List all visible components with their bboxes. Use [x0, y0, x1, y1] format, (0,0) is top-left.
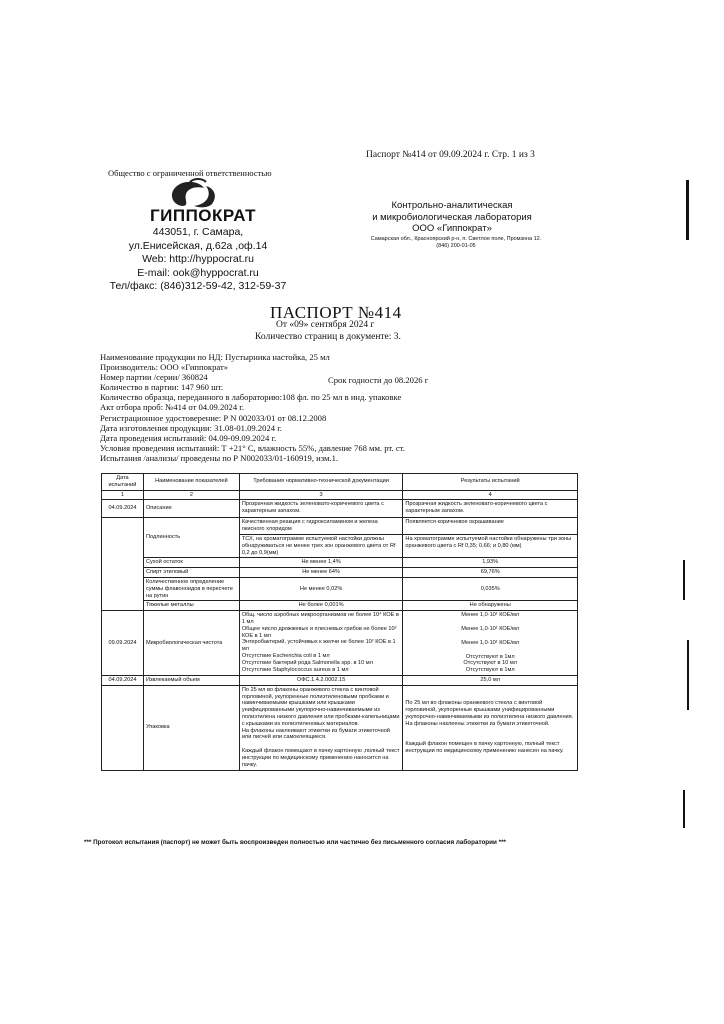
table-row — [102, 685, 578, 770]
micro-result: Менее 1,0·10¹ КОЕ/мл — [461, 625, 520, 632]
test-name: Спирт этиловый — [143, 568, 239, 578]
requirement: ТСХ, на хроматограмме испытуемой настойки должны обнаруживаться не менее трех зон оранжевого цвета от Rf 0,2 до 0,9(мм) — [239, 534, 403, 557]
field-registration: Регистрационное удостоверение: Р N 002033/01 от 08.12.2008 — [100, 412, 327, 423]
table-row — [102, 611, 578, 676]
test-date: 09.09.2024 — [102, 611, 144, 676]
test-name: Подлинность — [143, 518, 239, 558]
column-number: 3 — [239, 490, 403, 500]
requirement: Не менее 0,02% — [239, 577, 403, 600]
test-date: 04.09.2024 — [102, 500, 144, 518]
test-name: Извлекаемый объем — [143, 675, 239, 685]
requirement: ОФС.1.4.2.0002.15 — [239, 675, 403, 685]
micro-requirement: Общ. число аэробных микроорганизмов не более 10⁴ КОЕ в 1 мл — [241, 612, 399, 625]
column-number-row — [102, 490, 578, 500]
product-fields — [100, 352, 405, 463]
column-header: Требования нормативно-технической документации — [239, 474, 403, 491]
passport-reference: Паспорт №414 от 09.09.2024 г. Стр. 1 из 3 — [366, 150, 535, 160]
table-row — [102, 558, 578, 568]
test-name: Описание — [143, 500, 239, 518]
requirement: Не более 0,001% — [239, 601, 403, 611]
result: 25,0 мл — [403, 675, 578, 685]
document-title: ПАСПОРТ №414 — [270, 303, 402, 322]
company-address — [108, 226, 288, 294]
logo-text: ГИППОКРАТ — [150, 206, 257, 225]
address-city: 443051, г. Самара, — [152, 226, 244, 238]
test-name: Сухой остаток — [143, 558, 239, 568]
scan-edge-mark — [687, 640, 689, 710]
test-date — [102, 518, 144, 611]
scan-edge-mark — [683, 790, 685, 828]
table-row — [102, 577, 578, 600]
lab-name — [342, 200, 562, 235]
email-link[interactable]: E-mail: ook@hyppocrat.ru — [137, 266, 259, 279]
test-name: Микробиологическая чистота — [143, 611, 239, 676]
test-results-table — [101, 473, 578, 771]
website-link[interactable]: Web: http://hyppocrat.ru — [142, 253, 254, 265]
requirement: Не менее 1,4% — [239, 558, 403, 568]
package-requirement: На флаконы наклеивают этикетки из бумаги этикеточной или писчей или самоклеящиеся. — [241, 727, 390, 741]
result: Прозрачная жидкость зеленовато-коричневого цвета с характерным запахом. — [403, 500, 578, 518]
expiry-date: Срок годности до 08.2026 г — [328, 375, 429, 385]
lab-address-line: Самарская обл., Красноярский р-н, п. Светлое поле, Промзона 12. — [370, 236, 542, 242]
table-row — [102, 675, 578, 685]
package-requirement: По 25 мл во флаконы оранжевого стекла с винтовой горловиной, укупоренные полиэтиленовыми пробками и навинчиваемыми крышками или крышками унифицированными укупорочно-навинчиваемыми из полиэтилена низкого давления или пробками-капельницами с крышками из полиэтиленовых материалов. — [241, 686, 400, 727]
requirement: Качественная реакция с гидроксиламином и железа окисного хлоридом — [239, 518, 403, 535]
field-manufacture-date: Дата изготовления продукции: 31.08-01.09.2024 г. — [100, 422, 282, 433]
result — [403, 611, 578, 676]
lab-line-3: ООО «Гиппократ» — [412, 223, 492, 234]
micro-result: Отсутствуют в 1мл — [465, 653, 515, 660]
field-manufacturer: Производитель: ООО «Гиппократ» — [100, 362, 229, 373]
result: 69,76% — [403, 568, 578, 578]
column-number: 1 — [102, 490, 144, 500]
package-result: По 25 мл во флаконы оранжевого стекла с винтовой горловиной, укупоренные крышками унифицированными укупорочно-навинчиваемыми из полиэтилена низкого давления. На флаконы наклеены этикетки из бумаги этикеточной. — [405, 700, 574, 727]
scan-edge-mark — [683, 560, 685, 600]
column-number: 4 — [403, 490, 578, 500]
lab-address — [341, 236, 571, 250]
requirement: Не менее 64% — [239, 568, 403, 578]
package-result: Каждый флакон помещен в пачку картонную, полный текст инструкции по медицинскому применению нанесен на пачку. — [405, 741, 564, 755]
lab-phone: (846) 200-01-05 — [436, 243, 476, 249]
hippocrates-logo — [160, 176, 240, 210]
micro-requirement: Энтеробактерий, устойчивых к желчи не более 10² КОЕ в 1 мл — [241, 639, 396, 653]
result: На хроматограмме испытуемой настойки обнаружены три зоны оранжевого цвета с Rf 0,35; 0,66; и 0,80 (мм) — [403, 534, 578, 557]
result: Появляется коричневое окрашивание — [403, 518, 578, 535]
document-date: От «09» сентября 2024 г — [276, 320, 375, 330]
field-tests-basis: Испытания /анализы/ проведены по Р N002033/01-160919, изм.1. — [100, 452, 339, 463]
micro-requirement: Отсутствие бактерий рода Salmonella spp. в 10 мл — [241, 659, 373, 666]
micro-requirement: Отсутствие Staphylococcus aureus в 1 мл — [241, 666, 349, 673]
table-row — [102, 568, 578, 578]
table-row — [102, 601, 578, 611]
field-sampling-act: Акт отбора проб: №414 от 04.09.2024 г. — [100, 402, 244, 413]
field-quantity: Количество в партии: 147 960 шт. — [100, 382, 223, 393]
column-header: Наименование показателей — [143, 474, 239, 491]
address-street: ул.Енисейская, д.62а ,оф.14 — [128, 239, 268, 252]
column-number: 2 — [143, 490, 239, 500]
table-row — [102, 500, 578, 518]
test-name: Упаковка — [143, 685, 239, 770]
test-date — [102, 685, 144, 770]
result: 1,93% — [403, 558, 578, 568]
requirement: Прозрачная жидкость зеленовато-коричневого цвета с характерным запахом. — [239, 500, 403, 518]
company-type: Общество с ограниченной ответственностью — [108, 168, 272, 178]
phone-fax: Тел/факс: (846)312-59-42, 312-59-37 — [109, 280, 287, 292]
field-product-name: Наименование продукции по НД: Пустырника настойка, 25 мл — [100, 352, 330, 362]
micro-result: Менее 1,0·10¹ КОЕ/мл — [461, 612, 520, 619]
micro-result: Отсутствуют в 10 мл — [463, 660, 517, 667]
table-header-row — [102, 474, 578, 491]
test-name: Количественное определение суммы флавоноидов в пересчете на рутин — [143, 577, 239, 600]
requirement — [239, 611, 403, 676]
result: 0,035% — [403, 577, 578, 600]
lab-line-1: Контрольно-аналитическая — [391, 200, 513, 211]
scan-edge-mark — [686, 180, 689, 240]
field-batch: Номер партии /серии/ 360824 — [100, 372, 208, 383]
field-test-date: Дата проведения испытаний: 04.09-09.09.2024 г. — [100, 432, 277, 443]
test-date: 04.09.2024 — [102, 675, 144, 685]
result — [403, 685, 578, 770]
lab-line-2: и микробиологическая лаборатория — [372, 211, 532, 223]
protocol-footer: *** Протокол испытания (паспорт) не может быть воспроизведен полностью или частично без письменного согласия лаборатории *** — [84, 839, 507, 846]
package-requirement: Каждый флакон помещают в пачку картонную ,полный текст инструкции по медицинскому применению наносится на пачку. — [241, 748, 400, 768]
micro-requirement: Отсутствие Escherichia coli в 1 мл — [241, 652, 330, 659]
column-header: Дата испытаний — [102, 474, 144, 491]
table-row — [102, 518, 578, 535]
column-header: Результаты испытаний — [403, 474, 578, 491]
test-name: Тяжелые металлы — [143, 601, 239, 611]
result: Не обнаружены — [403, 601, 578, 611]
micro-result: Менее 1,0·10¹ КОЕ/мл — [461, 639, 520, 646]
field-sample: Количество образца, переданного в лабораторию:108 фл. по 25 мл в инд. упаковке — [100, 392, 402, 403]
page-count: Количество страниц в документе: 3. — [255, 332, 401, 342]
field-conditions: Условия проведения испытаний: Т +21° С, влажность 55%, давление 768 мм. рт. ст. — [100, 442, 405, 453]
micro-requirement: Общее число дрожжевых и плесневых грибов не более 10² КОЕ в 1 мл — [241, 625, 397, 639]
requirement — [239, 685, 403, 770]
micro-result: Отсутствуют в 1мл — [465, 667, 515, 674]
